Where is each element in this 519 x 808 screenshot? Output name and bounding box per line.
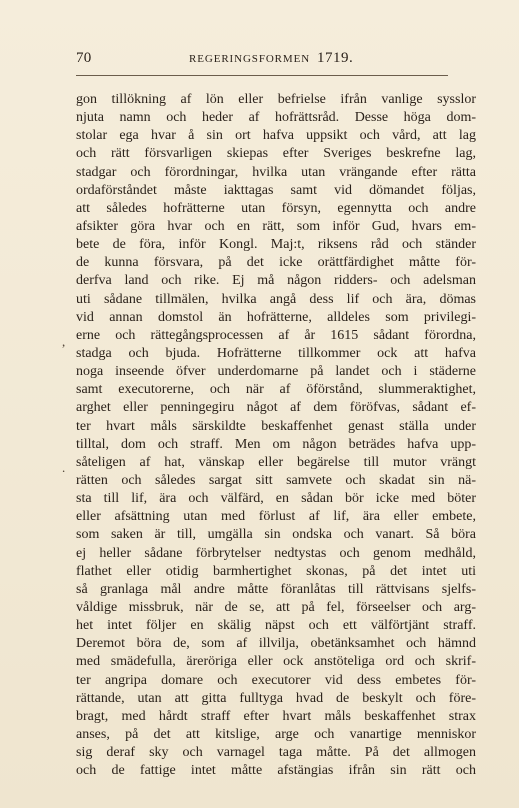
text-line: njuta namn och heder af hofrättsråd. Desse höga dom- [76,110,476,126]
text-line: sig deraf sky och varnagel taga måtte. På det allmogen [76,745,476,761]
text-line: och rätt försvarligen skiepas efter Sveriges beskrefne lag, [76,146,476,162]
text-line: arghet eller penningegiru något af dem föröfvas, sådant ef- [76,400,476,416]
text-line: rätten och således sargat sitt samvete och skadat sin nä- [76,472,476,488]
text-line: samt executorerne, och när af öförstånd, slummeraktighet, [76,382,476,398]
running-title-year: 1719. [317,50,354,66]
text-line: sta till lif, ära och välfärd, en sådan bör icke med böter [76,491,476,507]
text-line: så granlaga mål andre måtte föranlåtas till rättvisans sjelfs- [76,581,476,597]
running-title: REGERINGSFORMEN [189,53,311,65]
text-line: het intet följer en skälig näpst och ett välförtjänt straff. [76,618,476,634]
text-line: som saken är till, umgälla sin ondska och vanart. Så böra [76,527,476,543]
text-line: bete de föra, inför Kongl. Maj:t, riksens råd och ständer [76,237,476,253]
margin-mark: . [62,460,66,475]
text-line: eller afsättning utan med förlust af lif, ära eller embete, [76,509,476,525]
text-line: stadgar och förordningar, hvilka utan vrängande efter rätta [76,164,476,180]
text-line: anses, på det att kitslige, arge och vanartige menniskor [76,726,476,742]
text-line: ordaförståndet måste iakttagas samt vid dömandet följas, [76,182,476,198]
text-line: vid annan domstol än hofrätterne, alldeles som privilegi- [76,309,476,325]
text-line: derfva land och rike. Ej må någon ridders- och adelsman [76,273,476,289]
header-rule [76,75,448,76]
text-line: de kunna försvara, på det icke orättfärdighet måtte för- [76,255,476,271]
text-line: ter hvart måls särskildte beskaffenhet genast ställa under [76,418,476,434]
text-line: erne och rättegångsprocessen af år 1615 sådant förordna, [76,327,476,343]
margin-mark: , [62,334,66,349]
text-line: stadga och bjuda. Hofrätterne tillkommer ock att hafva [76,345,476,361]
text-line: och de fattige intet måtte afstängias ifrån sin rätt och [76,763,476,779]
text-line: afsikter göra hvar och en rätt, som inför Gud, hvars em- [76,218,476,234]
text-line: flathet eller otidig barmhertighet skonas, på det intet uti [76,563,476,579]
text-line: ter angripa domare och executorer vid dess embetes för- [76,672,476,688]
text-line: uti sådane tillmälen, hvilka angå dess lif och ära, dömas [76,291,476,307]
text-line: gon tillökning af lön eller befrielse ifrån vanlige sysslor [76,92,476,107]
text-line: rättande, utan att gitta fulltyga hvad de beskylt och före- [76,690,476,706]
page-number: 70 [76,50,92,66]
text-line: såteligen af hat, vänskap eller begärelse till mutor vrängt [76,454,476,470]
text-line: med smädefulla, äreröriga eller ock anstöteliga ord och skrif- [76,654,476,670]
text-line: bragt, med hårdt straff efter hvart måls beskaffenhet strax [76,708,476,724]
text-line: ej heller sådane förbrytelser nedtystas och genom medhåld, [76,545,476,561]
text-line: att således hofrätterne utan försyn, egennytta och andre [76,200,476,216]
text-line: tilltal, dom och straff. Men om någon beträdes hafva upp- [76,436,476,452]
text-line: våldige missbruk, när de se, att på fel, förseelser och arg- [76,599,476,615]
page-header [76,50,448,72]
body-text [76,91,476,780]
text-line: Deremot böra de, som af illvilja, obetänksamhet och hämnd [76,636,476,652]
text-line: stolar ega hvar å sin ort hafva uppsikt och vård, att lag [76,128,476,144]
text-line: noga inseende öfver underdomarne på landet och i städerne [76,364,476,380]
